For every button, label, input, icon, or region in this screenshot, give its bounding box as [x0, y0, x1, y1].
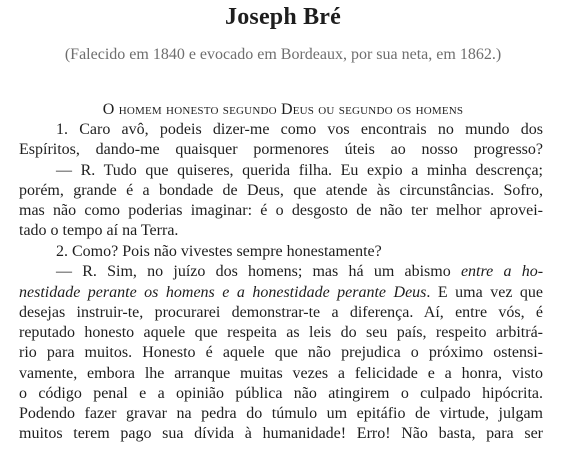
paragraph-line [19, 283, 543, 303]
line-text: . E uma vez que [426, 284, 544, 301]
paragraph-line: tado o tempo aí na Terra. [19, 222, 179, 239]
paragraph-line: vamente, embora lhe arranque muitas vezes a felicidade e a honra, visto [19, 365, 543, 382]
page-subtitle: (Falecido em 1840 e evocado em Bordeaux, por sua neta, em 1862.) [64, 46, 502, 63]
paragraph-line: reputado honesto aquele que respeita as leis do seu país, respeito arbitrá- [19, 324, 543, 341]
paragraph-line: o código penal e a opinião pública não atingirem o culpado hipócrita. [19, 385, 543, 402]
paragraph-line: — R. Tudo que quiseres, querida filha. Eu expio a minha descrença; [56, 162, 543, 179]
paragraph-line: desejas instruir-te, procurarei demonstrar-te a diferença. Aí, entre vós, é [19, 304, 543, 321]
paragraph-line: porém, grande é a bondade de Deus, que atende às circunstâncias. Sofro, [19, 182, 543, 199]
paragraph-line: rio para muitos. Honesto é aquele que não prejudica o próximo ostensi- [19, 344, 543, 361]
paragraph-line: Podendo fazer gravar na pedra do túmulo um epitáfio de virtude, julgam [19, 405, 543, 422]
emphasis-text: entre a ho- [460, 263, 544, 280]
emphasis-text: nestidade perante os homens e a honestidade perante Deus [19, 284, 427, 301]
line-text: — R. Sim, no juízo dos homens; mas há um abismo [56, 263, 451, 280]
paragraph-line: Espíritos, dando-me quaisquer pormenores úteis ao nosso progresso? [19, 141, 543, 158]
paragraph-line: 1. Caro avô, podeis dizer-me como vos encontrais no mundo dos [56, 121, 543, 138]
paragraph-line: 2. Como? Pois não vivestes sempre honestamente? [56, 243, 382, 260]
section-heading: O homem honesto segundo Deus ou segundo os homens [102, 101, 464, 118]
paragraph-line: muitos terem pago sua dívida à humanidade! Erro! Não basta, para ser [19, 425, 543, 442]
paragraph-line [56, 262, 543, 282]
paragraph-line: mas não como poderias imaginar: é o desgosto de não ter melhor aprovei- [19, 202, 543, 219]
page-title: Joseph Bré [225, 4, 341, 30]
